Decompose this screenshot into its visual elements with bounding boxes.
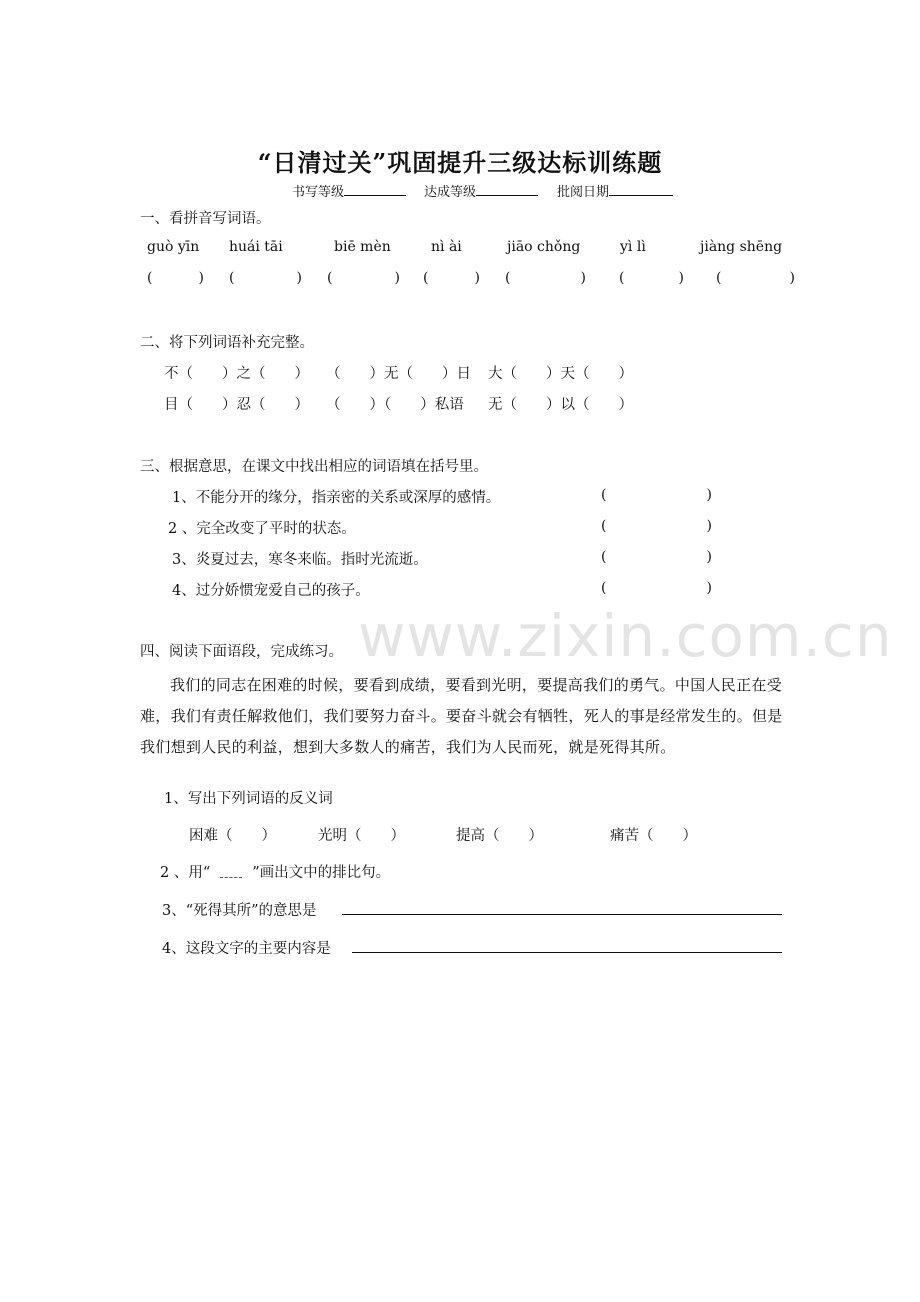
writing-grade-label: 书写等级: [292, 185, 345, 200]
review-date: [557, 181, 673, 200]
writing-grade: [292, 181, 406, 200]
idiom-fill[interactable]: （ ）无（ ）日: [326, 366, 471, 382]
pinyin-1: guò yīn: [147, 239, 200, 255]
answer-paren-4[interactable]: ( ): [423, 270, 480, 286]
page-title: “日清过关”巩固提升三级达标训练题: [257, 148, 663, 177]
achievement-grade-label: 达成等级: [424, 185, 477, 200]
idiom-fill[interactable]: （ ）（ ）私语: [326, 397, 464, 413]
reading-passage: 我们的同志在困难的时候，要看到成绩，要看到光明，要提高我们的勇气。中国人民正在受难，我们有责任解救他们，我们要努力奋斗。要奋斗就会有牺牲，死人的事是经常发生的。但是我们想到人民的利益，想到大多数人的痛苦，我们为人民而死，就是死得其所。: [140, 676, 783, 756]
question-2-prefix: 2 、用“: [160, 865, 211, 881]
answer-paren-5[interactable]: ( ): [505, 270, 586, 286]
achievement-grade: [424, 181, 538, 200]
idiom-fill[interactable]: 目（ ）忍（ ）: [164, 397, 309, 413]
question-1: 1、写出下列词语的反义词: [164, 791, 333, 807]
pinyin-4: nì ài: [431, 239, 462, 255]
idiom-fill[interactable]: 大（ ）天（ ）: [488, 366, 633, 382]
definition-item: 3、炎夏过去，寒冬来临。指时光流逝。: [172, 552, 428, 568]
antonym-fill[interactable]: 痛苦（ ）: [610, 828, 697, 844]
section1-heading: 一、看拼音写词语。: [140, 211, 271, 227]
question-4-answer-line[interactable]: [352, 952, 782, 953]
pinyin-6: yì lì: [620, 239, 646, 255]
pinyin-2: huái tāi: [229, 239, 283, 255]
answer-paren-6[interactable]: ( ): [619, 270, 684, 286]
wavy-underline-icon: [220, 869, 242, 878]
idiom-fill[interactable]: 无（ ）以（ ）: [488, 397, 633, 413]
antonym-fill[interactable]: 光明（ ）: [318, 828, 405, 844]
achievement-grade-blank[interactable]: [476, 183, 538, 196]
review-date-label: 批阅日期: [557, 185, 610, 200]
question-3-answer-line[interactable]: [342, 914, 782, 915]
question-3: 3、“死得其所”的意思是: [162, 903, 317, 919]
section4-heading: 四、阅读下面语段，完成练习。: [140, 644, 343, 660]
question-4: 4、这段文字的主要内容是: [162, 941, 331, 957]
answer-paren-7[interactable]: ( ): [716, 270, 795, 286]
section2-heading: 二、将下列词语补充完整。: [140, 335, 314, 351]
pinyin-5: jiāo chǒng: [507, 239, 581, 255]
definition-answer-paren[interactable]: ( ): [601, 580, 712, 596]
answer-paren-3[interactable]: ( ): [327, 270, 400, 286]
antonym-fill[interactable]: 困难（ ）: [189, 828, 276, 844]
definition-item: 4、过分娇惯宠爱自己的孩子。: [172, 583, 370, 599]
writing-grade-blank[interactable]: [344, 183, 406, 196]
question-2: [160, 861, 390, 882]
definition-item: 1、不能分开的缘分，指亲密的关系或深厚的感情。: [172, 490, 501, 506]
question-2-suffix: ”画出文中的排比句。: [252, 865, 391, 881]
antonym-fill[interactable]: 提高（ ）: [456, 828, 543, 844]
answer-paren-1[interactable]: ( ): [147, 270, 204, 286]
review-date-blank[interactable]: [609, 183, 673, 196]
idiom-fill[interactable]: 不（ ）之（ ）: [164, 366, 309, 382]
pinyin-7: jiàng shēng: [700, 239, 783, 255]
definition-answer-paren[interactable]: ( ): [601, 549, 712, 565]
section3-heading: 三、根据意思，在课文中找出相应的词语填在括号里。: [140, 459, 488, 475]
definition-answer-paren[interactable]: ( ): [601, 518, 712, 534]
definition-answer-paren[interactable]: ( ): [601, 487, 712, 503]
definition-item: 2 、完全改变了平时的状态。: [168, 521, 356, 537]
pinyin-3: biē mèn: [334, 239, 391, 255]
watermark: www.zixin.com.cn: [358, 602, 893, 670]
answer-paren-2[interactable]: ( ): [229, 270, 302, 286]
